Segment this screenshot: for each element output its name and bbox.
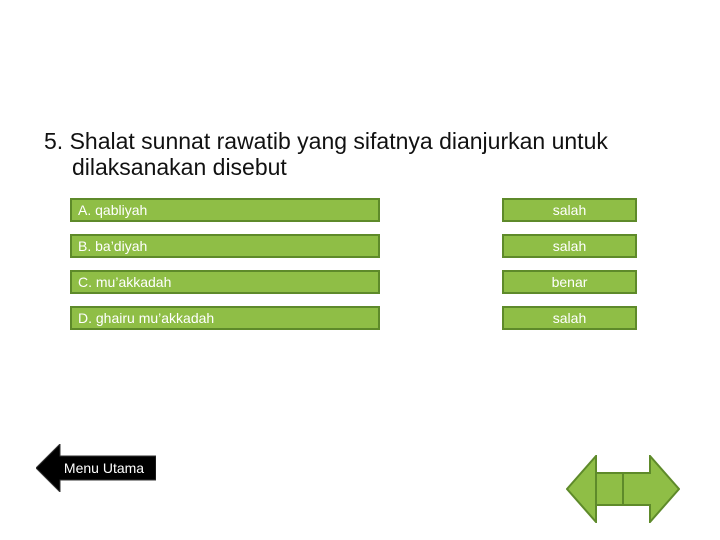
menu-utama-button[interactable] <box>36 444 156 492</box>
option-c-button[interactable]: C. mu’akkadah <box>70 270 380 294</box>
next-slide-button[interactable] <box>623 455 680 523</box>
option-b-result: salah <box>502 234 637 258</box>
option-a-button[interactable]: A. qabliyah <box>70 198 380 222</box>
previous-slide-button[interactable] <box>566 455 623 523</box>
menu-utama-label: Menu Utama <box>63 460 145 476</box>
question-text: 5. Shalat sunnat rawatib yang sifatnya dianjurkan untuk dilaksanakan disebut <box>44 128 608 180</box>
option-c-result: benar <box>502 270 637 294</box>
option-d-button[interactable]: D. ghairu mu’akkadah <box>70 306 380 330</box>
navigation-arrows <box>566 455 680 523</box>
option-b-button[interactable]: B. ba’diyah <box>70 234 380 258</box>
option-a-result: salah <box>502 198 637 222</box>
option-d-result: salah <box>502 306 637 330</box>
